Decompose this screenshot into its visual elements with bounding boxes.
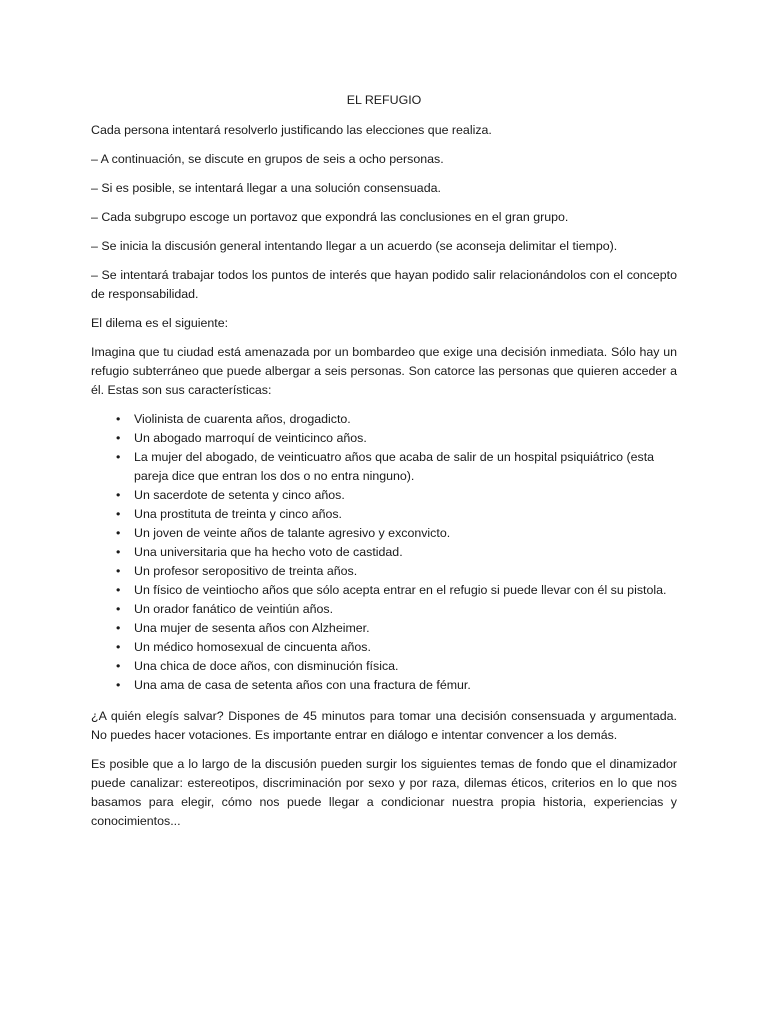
closing-paragraph: Es posible que a lo largo de la discusión pueden surgir los siguientes temas de fondo que el dinamizador puede canalizar: estereotipos, discriminación por sexo y por raza, dilemas éticos, criterios en lo que nos basamos para elegir, cómo nos puede llegar a condicionar nuestra propia historia, experiencias y conocimientos... (91, 757, 677, 828)
bullet-icon: • (116, 526, 121, 540)
list-item-text: Un joven de veinte años de talante agresivo y exconvicto. (134, 526, 451, 540)
list-item-text: Un físico de veintiocho años que sólo acepta entrar en el refugio si puede llevar con él su pistola. (134, 583, 667, 597)
list-item-text: Una chica de doce años, con disminución física. (134, 659, 399, 673)
bullet-icon: • (116, 488, 121, 502)
list-item-text: Una ama de casa de setenta años con una fractura de fémur. (134, 678, 471, 692)
list-item (91, 619, 677, 638)
list-item-text: Una mujer de sesenta años con Alzheimer. (134, 621, 370, 635)
list-item-text: La mujer del abogado, de veinticuatro años que acaba de salir de un hospital psiquiátrico (esta pareja dice que entran los dos o no entra ninguno). (134, 450, 655, 483)
list-item-text: Un sacerdote de setenta y cinco años. (134, 488, 345, 502)
step-paragraph: – Cada subgrupo escoge un portavoz que expondrá las conclusiones en el gran grupo. (91, 210, 569, 224)
scenario-paragraph: Imagina que tu ciudad está amenazada por un bombardeo que exige una decisión inmediata. Sólo hay un refugio subterráneo que puede albergar a seis personas. Son catorce las personas que quieren acceder a él. Estas son sus características: (91, 345, 677, 397)
step-paragraph: – Se inicia la discusión general intentando llegar a un acuerdo (se aconseja delimitar el tiempo). (91, 239, 618, 253)
characters-list (91, 410, 677, 695)
list-item-text: Violinista de cuarenta años, drogadicto. (134, 412, 351, 426)
list-item-text: Un abogado marroquí de veinticinco años. (134, 431, 367, 445)
bullet-icon: • (116, 431, 121, 445)
bullet-icon: • (116, 602, 121, 616)
bullet-icon: • (116, 583, 121, 597)
list-item-text: Un orador fanático de veintiún años. (134, 602, 334, 616)
bullet-icon: • (116, 450, 121, 464)
list-item (91, 543, 677, 562)
question-paragraph: ¿A quién elegís salvar? Dispones de 45 minutos para tomar una decisión consensuada y argumentada. No puedes hacer votaciones. Es importante entrar en diálogo e intentar convencer a los demás. (91, 709, 677, 742)
bullet-icon: • (116, 412, 121, 426)
list-item (91, 448, 677, 486)
list-item (91, 657, 677, 676)
bullet-icon: • (116, 640, 121, 654)
list-item (91, 524, 677, 543)
document-title: EL REFUGIO (346, 93, 422, 107)
list-item-text: Un médico homosexual de cincuenta años. (134, 640, 371, 654)
list-item-text: Una prostituta de treinta y cinco años. (134, 507, 343, 521)
bullet-icon: • (116, 678, 121, 692)
bullet-icon: • (116, 621, 121, 635)
list-item (91, 429, 677, 448)
list-item (91, 600, 677, 619)
bullet-icon: • (116, 659, 121, 673)
bullet-icon: • (116, 564, 121, 578)
step-paragraph: – Si es posible, se intentará llegar a una solución consensuada. (91, 181, 441, 195)
list-item (91, 562, 677, 581)
list-item (91, 581, 677, 600)
list-item (91, 505, 677, 524)
intro-paragraph: Cada persona intentará resolverlo justificando las elecciones que realiza. (91, 123, 492, 137)
step-paragraph: – Se intentará trabajar todos los puntos de interés que hayan podido salir relacionándolos con el concepto de responsabilidad. (91, 268, 677, 301)
list-item (91, 638, 677, 657)
bullet-icon: • (116, 545, 121, 559)
list-item-text: Un profesor seropositivo de treinta años. (134, 564, 358, 578)
list-item (91, 410, 677, 429)
bullet-icon: • (116, 507, 121, 521)
dilemma-intro: El dilema es el siguiente: (91, 316, 229, 330)
step-paragraph: – A continuación, se discute en grupos de seis a ocho personas. (91, 152, 444, 166)
list-item (91, 486, 677, 505)
list-item-text: Una universitaria que ha hecho voto de castidad. (134, 545, 403, 559)
list-item (91, 676, 677, 695)
